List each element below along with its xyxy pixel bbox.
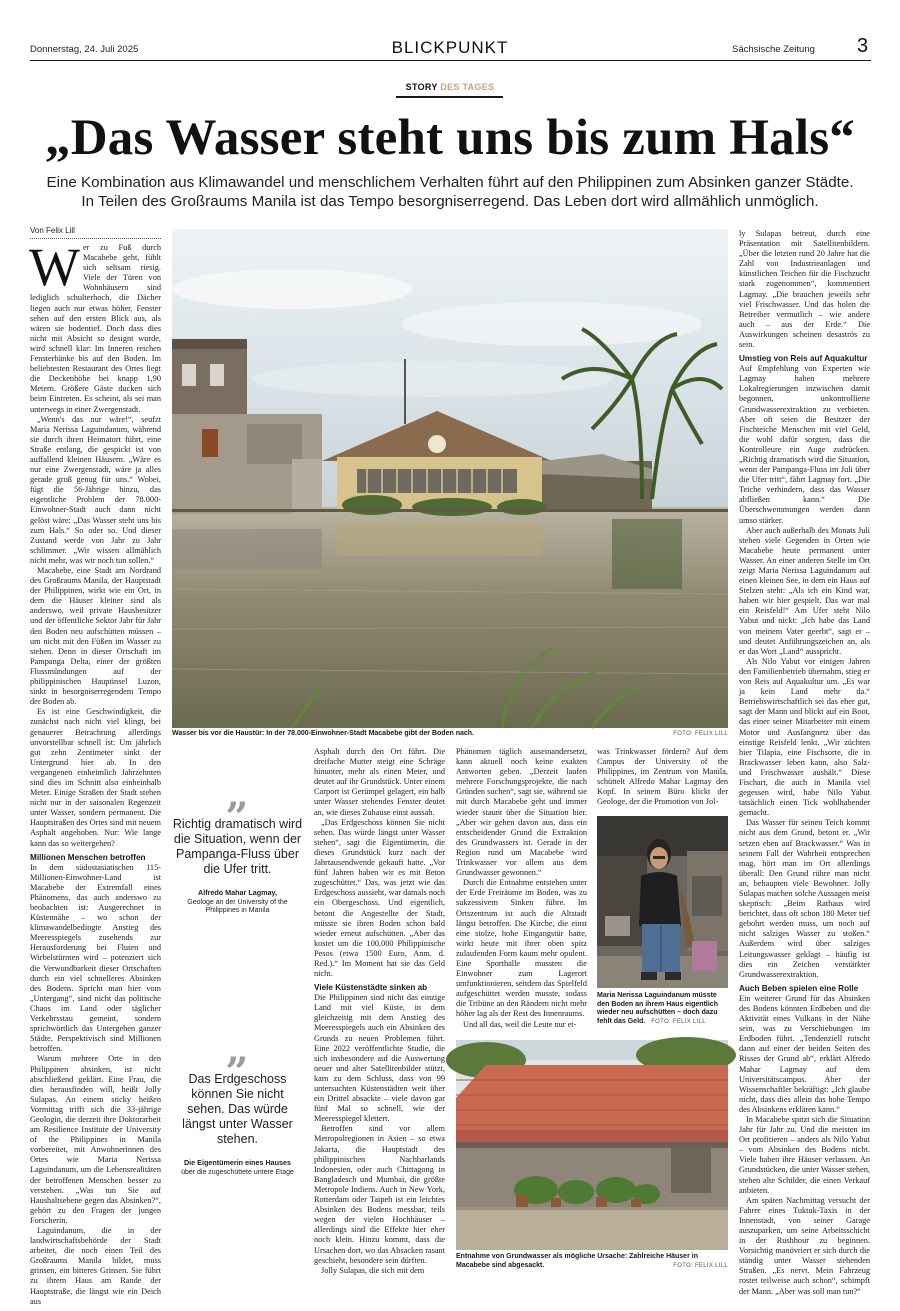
col3-paragraph: Phänomen täglich auseinandersetzt, kann aktuell noch keine exakten Antworten geben. „Derzeit laufen mehrere Forschungsprojekte, die nach Gründen suchen“, sagt sie, während sie mit durch Macabebe geht und immer wieder staunt über die Situation hier. „Aber wir gehen davon aus, dass ein entscheidender Grund die Extraktion des Grundwassers ist. Gerade in der Region rund um Macabebe wird Trinkwasser vor allem aus dem Grundwasser gewonnen.“	[456, 747, 587, 878]
col5-paragraph: Ein weiterer Grund für das Absinken des Bodens könnten Erdbeben und die Aktivität eines Vulkans in der Nähe sein, was zu Verschiebungen im Erdboden führt. „Tendenziell rutscht dann auf einer der beiden Seiten des Risses der Grund ab“, erklärt Alfredo Mahar Lagmay auf dem Universitätscampus. Aber der Wissenschaftler bekräftigt: „Ich glaube nicht, dass dies allein das hohe Tempo des Absinkens erklären kann.“	[739, 993, 870, 1114]
kicker-underline	[396, 96, 503, 98]
section-title: BLICKPUNKT	[391, 38, 509, 57]
subline-line-1: Eine Kombination aus Klimawandel und menschlichem Verhalten führt auf den Philippinen zum Absinken ganzer Städte.	[46, 174, 854, 191]
article-column-5	[739, 229, 870, 1296]
main-photo	[172, 229, 728, 728]
pull-quote-author	[172, 889, 303, 916]
newspaper-name: Sächsische Zeitung	[732, 44, 815, 55]
pull-quote-author-role: Geologe an der University of the Philippines in Manila	[187, 898, 288, 914]
col2-subhead: Viele Küstenstädte sinken ab	[314, 983, 428, 993]
col1-paragraph: Warum mehrere Orte in den Philippinen absinken, ist nicht abschließend geklärt. Eine Frau, die dies herausfinden will, heißt Jolly Sulapas. An einem sticky heißen Vormittag trifft sich die 33-jährige Geologin, die derzeit ihre Doktorarbeit am Resilience Institute der University of the Philippines in Manila vorbereitet, mit Anwohnerinnen des Ortes wie Maria Nerissa Laguindanum, um die Lebensrealitäten der betroffenen Menschen besser zu verstehen. „Was tun Sie auf Haushaltsebene gegen das Absinken?“, gehört zu den Fragen der jungen Forscherin.	[30, 1054, 161, 1225]
col3-paragraph: Durch die Entnahme entstehen unter der Erde Freiräume im Boden, was zu sukzessivem Sinken führe. Im Ortszentrum ist auch die Altstadt längst betroffen. Die Kirche, die einst eine stolze, hohe Eingangstür hatte, wirkt heute mit ihrer oben spitz zulaufenden Form kaum mehr opulent. Eine Sporthalle mussten die Einwohner zum Lagerort umfunktionieren, seitdem das Spielfeld aufgeschüttet werden musste, sodass die Tribüne an den Rändern nicht mehr höher lag als der Rest des Innenraums.	[456, 878, 587, 1019]
main-photo-credit: FOTO: FELIX LILL	[673, 731, 728, 737]
col1-paragraph: „Wenn's das nur wäre!“, seufzt Maria Nerissa Laguindanum, während sie durch ihren Heimatort führt, eine Straße entlang, die gespickt ist von auffallend kleinen Häusern. „Wäre es nur eine Zwergenstadt, wäre ja alles gerade groß genug für uns.“ Wobei, fügt die 56-Jährige hinzu, das eigentliche Problem der 78.000-Einwohner-Stadt auch dann nicht gelöst wäre: „Das Wasser steht uns bis zum Hals.“ So oder so. Und dieser Zustand werde von Jahr zu Jahr schlimmer. „Wir wissen allmählich nicht mehr, was wir noch tun sollen.“	[30, 414, 161, 565]
col1-paragraph: Laguindanum, die in der landwirtschaftsbehörde der Stadt arbeitet, die noch einen Teil des Großraums Manila bildet, muss grinsen, ein bitteres Grinsen. Sie führt zu ihrem Haus am Rande der Hauptstraße, die längst wie ein Deich aus	[30, 1226, 161, 1306]
portrait-photo-caption	[597, 992, 728, 1026]
house-photo	[456, 1040, 728, 1250]
col5-subhead: Auch Beben spielen eine Rolle	[739, 983, 859, 993]
subline	[40, 173, 860, 211]
col2-paragraph: Jolly Sulapas, die sich mit dem	[321, 1265, 425, 1275]
portrait-photo-credit: FOTO: FELIX LILL	[651, 1018, 706, 1025]
col1-intro: er zu Fuß durch Macabebe geht, fühlt sich seltsam riesig. Viele der Türen von Wohnhäusern sind lediglich schulterhoch, die Dächer liegen auch nur etwas höher. Fenster sehen auf den ersten Blick aus, als wären sie bodentief. Doch dass dies nicht mit Absicht so designt wurde, wird schnell klar: Im Inneren reichen Fensterbänke bis auf den Boden. Im beliebtesten Restaurant des Ortes liegt die Deckenhöhe bei knapp 1,90 Metern. Größere Gäste ducken sich beim Eintreten. Es scheint, als sei man unterwegs in einer Zwergenstadt.	[30, 243, 161, 414]
article-column-3	[456, 747, 587, 1037]
col1-paragraph: Macabebe, eine Stadt am Nordrand des Großraums Manila, der Hauptstadt der Philippinen, wirkt wie ein Ort, in dem die Häuser kleiner sind als anderswo, weil private Hausbesitzer und der öffentliche Sektor Jahr für Jahr den Boden neu aufschütten müssen – um nicht mit den Füßen im Wasser zu stehen. Denn in dieser Ortschaft im Pampanga Delta, einer der größten Flussmündungen auf der philippinischen Hauptinsel Luzon, sinkt in besorgniserregendem Tempo der Boden ab.	[30, 566, 161, 707]
col2-paragraph: Asphalt durch den Ort führt. Die dreifache Mutter steigt eine Schräge hinunter, mehr als einen Meter, und deutet auf ihr Grundstück. Unter einem Carport ist Gerümpel gelagert, ein halb unter Wasser stehendes Fenster deutet an, wie dieses Zuhause einst aussah.	[314, 747, 445, 817]
portrait-caption-text: Maria Nerissa Laguindanum müsste den Boden an ihrem Haus eigentlich wieder neu aufschütten – doch dazu fehlt das Geld.	[597, 992, 718, 1025]
portrait-photo	[597, 816, 728, 988]
article-column-2	[314, 747, 445, 1275]
quote-mark-icon: „	[225, 1026, 249, 1073]
col5-paragraph: Als Nilo Yabut vor einigen Jahren den Familienbetrieb übernahm, stieg er von Reis auf Aquakultur um. „Es war ja kein Land mehr da.“ Betriebswirtschaftlich sei das eher gut, sagt der Mann und blickt auf ein Boot, das einer seiner Mitarbeiter mit einem Motor und Ausfangnetz über das einstige Reisfeld lenkt. „Wir züchten hier Tilapia, eine Fischsorte, die in Brackwasser leben kann, also Salz- und Frischwasser aushält.“ Diese Fischart, die auch in Manila viel gegessen wird, habe Nilo Yabut tatsächlich einen Tick wohlhabender gemacht.	[739, 656, 870, 818]
main-photo-caption: Wasser bis vor die Haustür: In der 78.000-Einwohner-Stadt Macabebe gibt der Boden nach.	[172, 730, 474, 737]
subline-line-2: In Teilen des Großraums Manila ist das Tempo besorgniserregend. Das Leben dort wird allmählich unmöglich.	[81, 193, 819, 210]
col1-subhead: Millionen Menschen betroffen	[30, 852, 146, 862]
page-number: 3	[857, 35, 869, 57]
house-photo-credit: FOTO: FELIX LILL	[673, 1263, 728, 1269]
pull-quote-author-name: Alfredo Mahar Lagmay,	[198, 888, 277, 897]
quote-mark-icon: „	[225, 771, 249, 818]
col5-subhead: Umstieg von Reis auf Aquakultur	[739, 354, 868, 364]
article-column-1	[29, 237, 161, 1306]
article-column-4	[597, 747, 728, 809]
woman-portrait-image	[597, 816, 728, 988]
pull-quote-1	[172, 771, 303, 916]
pull-quote-author-name: Die Eigentümerin eines Hauses	[183, 1158, 292, 1167]
kicker-des-tages: DES TAGES	[440, 82, 495, 92]
headline: „Das Wasser steht uns bis zum Hals“	[45, 110, 855, 166]
pull-quote-author-role: über die zugeschüttete untere Etage	[181, 1168, 294, 1176]
header-rule	[30, 60, 871, 61]
kicker-story: STORY	[405, 82, 438, 92]
col5-paragraph: Auf Empfehlung von Experten wie Lagmay haben mehrere Lokalregierungen inzwischen damit begonnen, unkontrollierte Grundwasserextraktion zu verbieten. Aber oft seien die Besitzer der Fischteiche Menschen mit viel Geld, die wohl dafür sorgten, dass die Kontrolleure ein Auge zudrücken. „Richtig dramatisch wird die Situation, wenn der Pampanga-Fluss im Juli über die Ufer tritt“, fährt Lagmay fort. „Die Teiche verhindern, dass das Wasser abfließen kann.“ Die Überschwemmungen werden dann umso stärker.	[739, 364, 870, 525]
byline: Von Felix Lill	[30, 226, 75, 235]
col5-paragraph: Das Wasser für seinen Teich kommt nicht aus dem Grund, betont er. „Wir setzen eben auf Brackwasser.“ Was in seinem Fall der Wahrheit entsprechen mag, hört man im Ort allerdings überall: Den Grund rühre man nicht an, behaupten viele Bewohner. Jolly Sulapas machen solche Aussagen meist skeptisch: „Beim Rathaus wird berichtet, dass oft schon 180 Meter tief gebohrt werden muss, um noch auf nicht salziges Wasser zu stoßen.“ Außerdem wird über salziges Leitungswasser geklagt – häufig ist dies ein Zeichen verstärkter Grundwasserextraktion.	[739, 818, 870, 979]
col5-paragraph: Am späten Nachmittag versucht der Fahrer eines Tuktuk-Taxis in der Innenstadt, von seiner Garage auszuparken, um seine Arbeitsschicht in der Rushhour zu beginnen. Vorsichtig manövriert er sich durch die ständig unter Wasser stehenden Straßen. „Es nervt. Mein Fahrzeug rostet teilweise auch schon“, schimpft der Mann. „Aber was soll man tun?“	[739, 1195, 870, 1296]
col1-paragraph: Es ist eine Geschwindigkeit, die zunächst nach nicht viel klingt, bei genauerer Betrachtung allerdings unvorstellbar schnell ist: Um jährlich gut zehn Zentimeter sinkt der Untergrund hier ab. In den vergangenen einheimlich Jahrzehnten sind dies im Schnitt also einheinhalb Meter. Einige Straßen der Stadt stehen nicht nur in der saisonalen Regenzeit unter Wasser, sondern permanent. Die Hauptstraßen des Ortes sind mit neuem Asphalt angehoben. Nur: Wie lange kann das so weitergehen?	[30, 707, 161, 848]
kicker	[390, 82, 510, 92]
col5-paragraph: Aber auch außerhalb des Monats Juli stehen viele Gegenden in Orten wie Macabebe heute permanent unter Wasser. An einer anderen Stelle im Ort zeigt Maria Nerissa Laguindanum auf einen kleinen See, in dem ein Haus auf Stelzen steht: „Als ich ein Kind war, haben wir hier gespielt. Das war mal ein Reisfeld!“ Am Ufer steht Nilo Yabut und nickt: „Ich habe das Land von meinem Vater geerbt“, sagt er – und deutet Anführungszeichen an, als er das Wort „Land“ ausspricht.	[739, 525, 870, 656]
col3-paragraph: Und all das, weil die Leute nur et-	[463, 1019, 577, 1029]
col2-paragraph: Die Philippinen sind nicht das einzige Land mit viel Küste, in dem gleichzeitig mit dem Anstieg des Meeresspiegels auch ein Absinken des Grunds zu neuen Problemen führt. Eine 2022 veröffentlichte Studie, die sich insbesondere auf die Auswertung neuer und alter Satellitenbilder stützt, kam zu dem Schluss, dass von 99 untersuchten Küstenstädten weit über ein Drittel absackte – viele davon gar fünf Mal so schnell, wie der Meeresspiegel klettert.	[314, 993, 445, 1124]
col1-paragraph: In dem südostasiatischen 115-Millionen-Einwohner-Land ist Macabebe der Extremfall eines Phänomens, das auch anderswo zu beobachten ist: Ausgerechnet in Küstennähe – wo schon der klimawandelbedingte Anstieg des Meeresspiegels zusehends zur Herausforderung bei Fluten und Wirbelstürmen wird – potenziert sich die Verwundbarkeit dieser Ortschaften durch ein viel schnelleres Absinken des Bodens. Spricht man hier vom „Untergang“, sind nicht das politische Chaos im Land oder täglicher Verkehrsstau gemeint, sondern sprichwörtlich das Untergehen ganzer Städte. Perspektivisch sind Millionen betroffen.	[30, 862, 161, 1054]
pull-quote-text: Das Erdgeschoss können Sie nicht sehen. Das würde längst unter Wasser stehen.	[182, 1072, 293, 1146]
pull-quote-author	[172, 1159, 303, 1177]
house-photo-caption: Entnahme von Grundwasser als mögliche Ursache: Zahlreiche Häuser in Macabebe sind abgesackt.	[456, 1253, 698, 1269]
pull-quote-2	[172, 1026, 303, 1177]
pull-quote-text: Richtig dramatisch wird die Situation, wenn der Pampanga-Fluss über die Ufer tritt.	[172, 817, 303, 876]
col4-paragraph: was Trinkwasser fördern? Auf dem Campus der University of the Philippines, im Zentrum von Manila, schüttelt Alfredo Mahar Lagmay den Kopf. In seinem Büro klickt der Geologe, der die Promotion von Jol-	[597, 747, 728, 807]
header-date: Donnerstag, 24. Juli 2025	[30, 44, 139, 55]
col2-paragraph: „Das Erdgeschoss können Sie nicht sehen. Das würde längst unter Wasser stehen“, sagt die Eigentümerin, die dieses Grundstück kurz nach der Jahrtausendwende gekauft hatte. „Vor fünf Jahren haben wir es mit Beton zugeschüttet.“ Das, was jetzt wie das Erdgeschoss aussieht, war damals noch ein Obergeschoss. Und eigentlich, betont die Angestellte der Stadt, müsste sie ihren Boden schon bald wieder erneut aufschütten. „Aber das kostet um die 100.000 Philippinische Pesos (etwa 1500 Euro, Anm. d. Red.).“ Im Moment hat sie das Geld nicht.	[314, 817, 445, 979]
flooded-house-image	[172, 229, 728, 728]
drop-cap: W	[29, 237, 80, 297]
col2-paragraph: Betroffen sind vor allem Metropolregionen in Asien – so etwa Jakarta, die Hauptstadt des philippinischen Nachbarlands Indonesien, oder auch Chittagong in Bangladesch und Mumbai, die größte Metropole Indiens. Auch in New York, Rotterdam oder Taipeh ist ein leichtes Absinken des Bodens messbar, teils wegen der vielen Hochhäuser – allerdings sind die Effekte hier eher noch klein. Hinzu kommt, dass die Ursachen dort, wo das Absacken rasant geschieht, besondere sein dürften.	[314, 1124, 445, 1265]
sunken-house-image	[456, 1040, 728, 1250]
col5-paragraph: In Macabebe spitzt sich die Situation Jahr für Jahr zu. Und die meisten im Ort profitieren – anders als Nilo Yabut – vom Absinken des Bodens nicht. Viele haben ihre Häuser verlassen. An Grundstücken, die unter Wasser stehen, stehen alte Schilder, die einen Verkauf anbieten.	[739, 1114, 870, 1195]
col5-paragraph: ly Sulapas betreut, durch eine Präsentation mit Satellitenbildern. „Über die letzten rund 20 Jahre hat die Zahl von Industrieanlagen und künstlichen Teichen für die Fischzucht stark zugenommen“, kommentiert Lagmay. „Die brauchen jeweils sehr viel Frischwasser. Und das holen die Betreiber vermutlich – wie andere auch – aus der Erde.“ Die Auswirkungen scheinen desaströs zu sein.	[739, 229, 870, 350]
